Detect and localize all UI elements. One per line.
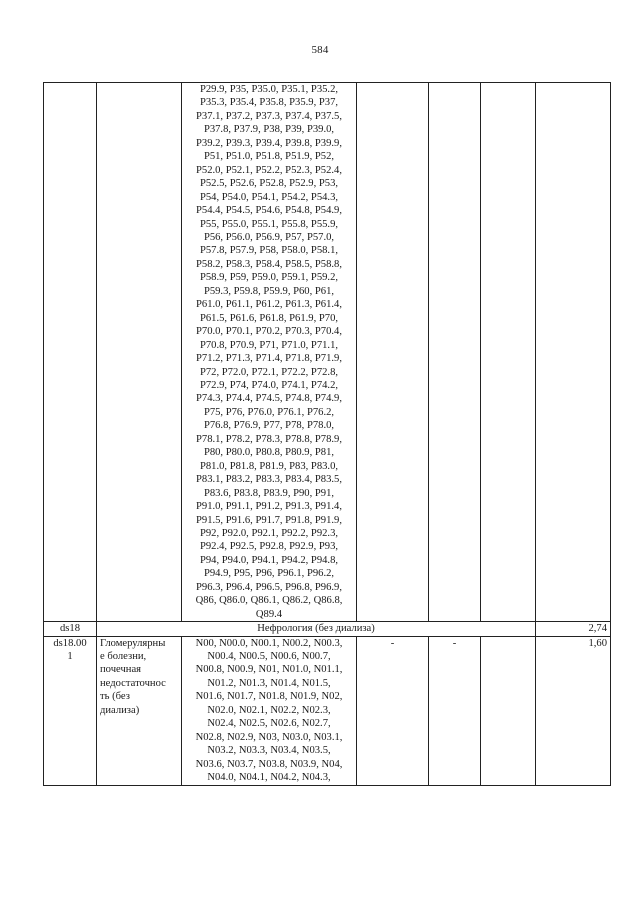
text-line: P92.4, P92.5, P92.8, P92.9, P93, bbox=[199, 541, 339, 553]
row-name-lines bbox=[100, 637, 178, 718]
text-line: е болезни, bbox=[100, 651, 147, 663]
group-title: Нефрология (без диализа) bbox=[97, 622, 536, 636]
diagnosis-codes-cell bbox=[182, 83, 357, 622]
text-line: N01.6, N01.7, N01.8, N01.9, N02, bbox=[195, 691, 343, 703]
text-line: P58.2, P58.3, P58.4, P58.5, P58.8, bbox=[196, 258, 342, 270]
text-line: P51, P51.0, P51.8, P51.9, P52, bbox=[203, 151, 335, 163]
text-line: N00.8, N00.9, N01, N01.0, N01.1, bbox=[195, 664, 343, 676]
text-line: P52.0, P52.1, P52.2, P52.3, P52.4, bbox=[196, 164, 342, 176]
text-line: N02.8, N02.9, N03, N03.0, N03.1, bbox=[195, 731, 343, 743]
text-line: P72, P72.0, P72.1, P72.2, P72.8, bbox=[199, 366, 339, 378]
text-line: P83.1, P83.2, P83.3, P83.4, P83.5, bbox=[196, 474, 342, 486]
text-line: P72.9, P74, P74.0, P74.1, P74.2, bbox=[199, 379, 339, 391]
text-line: P56, P56.0, P56.9, P57, P57.0, bbox=[203, 231, 335, 243]
text-line: P61.0, P61.1, P61.2, P61.3, P61.4, bbox=[196, 299, 342, 311]
row-col6 bbox=[481, 636, 536, 785]
row-code bbox=[44, 83, 97, 622]
text-line: P61.5, P61.6, P61.8, P61.9, P70, bbox=[199, 312, 339, 324]
text-line: P83.6, P83.8, P83.9, P90, P91, bbox=[203, 487, 335, 499]
text-line: ть (без bbox=[100, 691, 130, 703]
text-line: P92, P92.0, P92.1, P92.2, P92.3, bbox=[199, 527, 339, 539]
text-line: P58.9, P59, P59.0, P59.1, P59.2, bbox=[199, 272, 339, 284]
table-row bbox=[44, 636, 611, 785]
text-line: Гломерулярны bbox=[100, 637, 166, 649]
text-line: ds18.00 bbox=[53, 637, 87, 649]
row-coefficient bbox=[536, 83, 611, 622]
text-line: P91.0, P91.1, P91.2, P91.3, P91.4, bbox=[196, 501, 342, 513]
text-line: P71.2, P71.3, P71.4, P71.8, P71.9, bbox=[196, 353, 342, 365]
text-line: P37.8, P37.9, P38, P39, P39.0, bbox=[203, 124, 335, 136]
text-line: N00, N00.0, N00.1, N00.2, N00.3, bbox=[195, 637, 343, 649]
page-number: 584 bbox=[311, 44, 329, 56]
text-line: P76.8, P76.9, P77, P78, P78.0, bbox=[203, 420, 335, 432]
text-line: диализа) bbox=[100, 704, 140, 716]
text-line: P96.3, P96.4, P96.5, P96.8, P96.9, bbox=[196, 581, 342, 593]
text-line: N01.2, N01.3, N01.4, N01.5, bbox=[207, 677, 331, 689]
row-col6 bbox=[481, 83, 536, 622]
table-row bbox=[44, 83, 611, 622]
text-line: Q86, Q86.0, Q86.1, Q86.2, Q86.8, bbox=[195, 595, 343, 607]
text-line: P94.9, P95, P96, P96.1, P96.2, bbox=[203, 568, 335, 580]
row-code-lines bbox=[47, 637, 93, 664]
row-name bbox=[97, 83, 182, 622]
text-line: N03.6, N03.7, N03.8, N03.9, N04, bbox=[195, 758, 343, 770]
text-line: почечная bbox=[100, 664, 142, 676]
text-line: P39.2, P39.3, P39.4, P39.8, P39.9, bbox=[196, 137, 342, 149]
text-line: P55, P55.0, P55.1, P55.8, P55.9, bbox=[199, 218, 339, 230]
row-name bbox=[97, 636, 182, 785]
text-line: P70.0, P70.1, P70.2, P70.3, P70.4, bbox=[196, 326, 342, 338]
text-line: P75, P76, P76.0, P76.1, P76.2, bbox=[203, 406, 335, 418]
text-line: P59.3, P59.8, P59.9, P60, P61, bbox=[203, 285, 335, 297]
text-line: N03.2, N03.3, N03.4, N03.5, bbox=[207, 745, 331, 757]
row-col5 bbox=[429, 83, 481, 622]
text-line: P91.5, P91.6, P91.7, P91.8, P91.9, bbox=[196, 514, 342, 526]
text-line: N02.4, N02.5, N02.6, N02.7, bbox=[207, 718, 331, 730]
text-line: P80, P80.0, P80.8, P80.9, P81, bbox=[203, 447, 335, 459]
text-line: P54, P54.0, P54.1, P54.2, P54.3, bbox=[199, 191, 339, 203]
text-line: P78.1, P78.2, P78.3, P78.8, P78.9, bbox=[196, 433, 342, 445]
text-line: P94, P94.0, P94.1, P94.2, P94.8, bbox=[199, 554, 339, 566]
text-line: N02.0, N02.1, N02.2, N02.3, bbox=[207, 704, 331, 716]
group-row bbox=[44, 622, 611, 636]
text-line: P81.0, P81.8, P81.9, P83, P83.0, bbox=[199, 460, 339, 472]
text-line: P29.9, P35, P35.0, P35.1, P35.2, bbox=[199, 84, 339, 95]
text-line: P54.4, P54.5, P54.6, P54.8, P54.9, bbox=[196, 205, 342, 217]
diagnosis-codes-cell bbox=[182, 636, 357, 785]
row-col5: - bbox=[429, 636, 481, 785]
text-line: P52.5, P52.6, P52.8, P52.9, P53, bbox=[199, 178, 339, 190]
row-coefficient: 1,60 bbox=[536, 636, 611, 785]
group-coefficient: 2,74 bbox=[536, 622, 611, 636]
diagnosis-codes-list bbox=[185, 83, 353, 621]
tariff-table bbox=[43, 82, 611, 786]
row-code bbox=[44, 636, 97, 785]
text-line: недостаточнос bbox=[100, 677, 166, 689]
text-line: P74.3, P74.4, P74.5, P74.8, P74.9, bbox=[196, 393, 342, 405]
text-line: P57.8, P57.9, P58, P58.0, P58.1, bbox=[199, 245, 339, 257]
text-line: Q89.4 bbox=[255, 608, 283, 620]
group-code: ds18 bbox=[44, 622, 97, 636]
text-line: 1 bbox=[67, 651, 73, 663]
text-line: N04.0, N04.1, N04.2, N04.3, bbox=[207, 772, 331, 784]
text-line: N00.4, N00.5, N00.6, N00.7, bbox=[207, 651, 331, 663]
text-line: P37.1, P37.2, P37.3, P37.4, P37.5, bbox=[196, 110, 342, 122]
text-line: P35.3, P35.4, P35.8, P35.9, P37, bbox=[199, 97, 339, 109]
diagnosis-codes-list bbox=[185, 637, 353, 785]
row-col4 bbox=[357, 83, 429, 622]
text-line: P70.8, P70.9, P71, P71.0, P71.1, bbox=[199, 339, 339, 351]
row-col4: - bbox=[357, 636, 429, 785]
